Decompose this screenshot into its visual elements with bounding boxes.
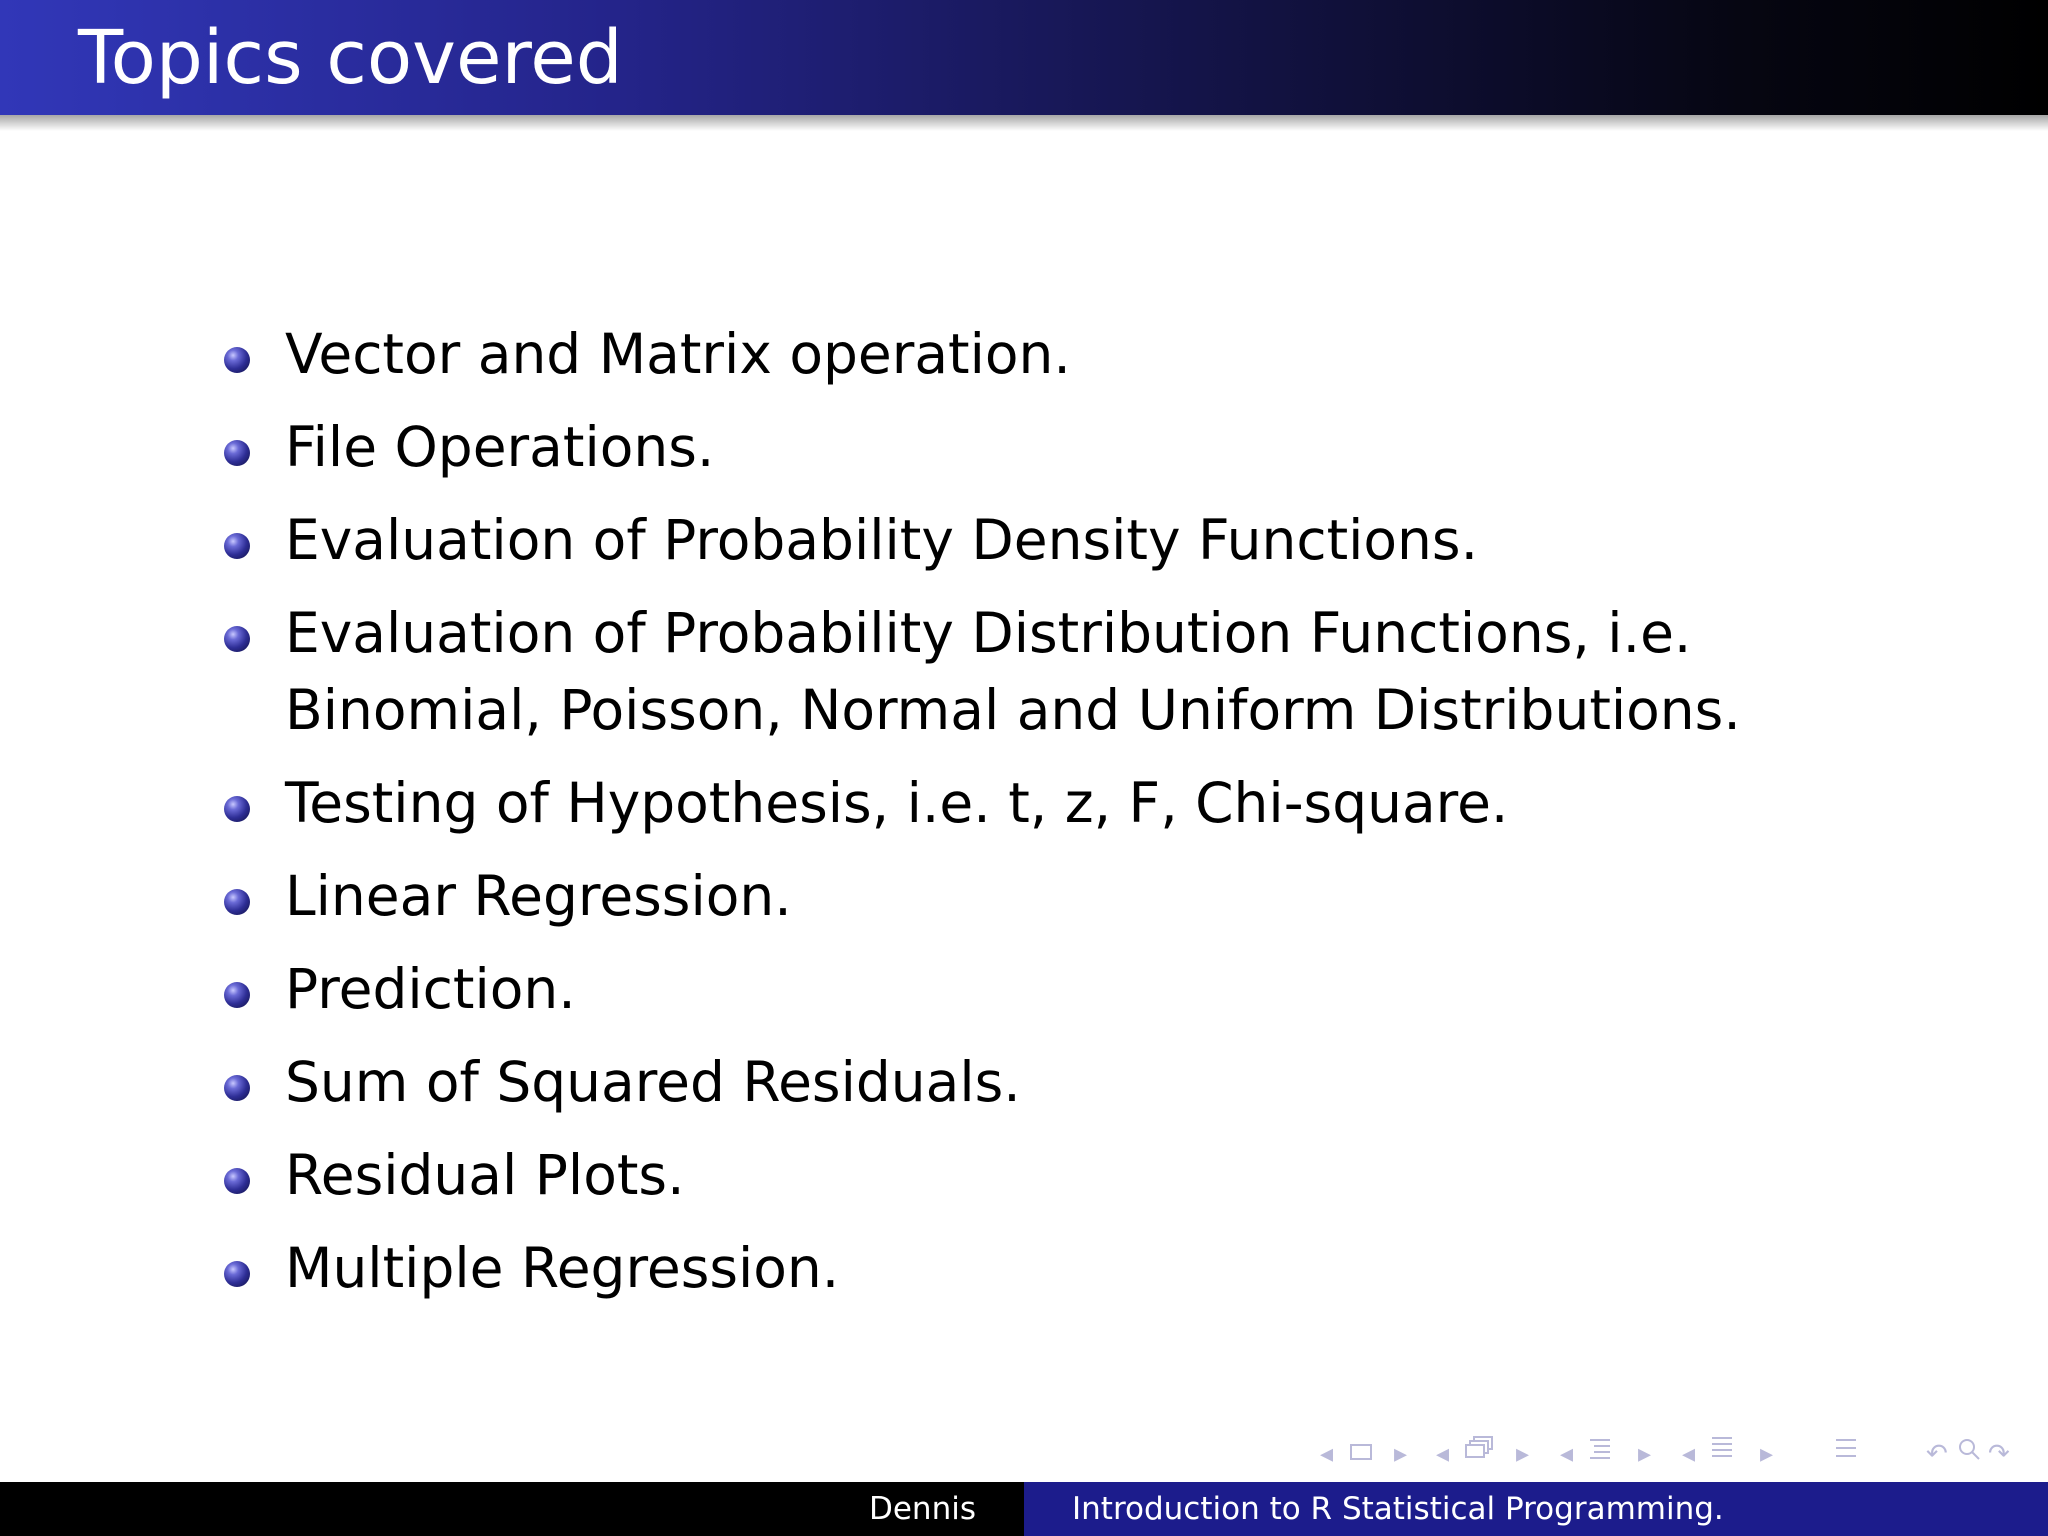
bullet-ball-icon — [224, 1168, 250, 1194]
topic-text: Prediction. — [285, 957, 576, 1021]
nav-prev-frame-icon[interactable]: ◂ — [1436, 1439, 1450, 1469]
slide-title: Topics covered — [78, 15, 623, 101]
frame-title-bar — [0, 0, 2048, 115]
toc-icon[interactable] — [1834, 1434, 1858, 1474]
bullet-ball-icon — [224, 347, 250, 373]
frame-icon[interactable] — [1462, 1434, 1496, 1474]
bullet-ball-icon — [224, 889, 250, 915]
topic-item — [222, 1230, 1982, 1307]
nav-prev-subsection-icon[interactable]: ◂ — [1560, 1439, 1574, 1469]
search-icon[interactable] — [1956, 1434, 1982, 1474]
bullet-ball-icon — [224, 533, 250, 559]
topic-text: Evaluation of Probability Distribution Functions, i.e. — [285, 601, 1692, 665]
topic-item — [222, 951, 1982, 1028]
nav-prev-slide-icon[interactable]: ◂ — [1320, 1439, 1334, 1469]
topic-item — [222, 316, 1982, 393]
subsection-icon[interactable] — [1588, 1434, 1612, 1474]
bullet-ball-icon — [224, 626, 250, 652]
footer-right-panel — [1024, 1482, 2048, 1536]
back-icon[interactable]: ↶ — [1926, 1439, 1948, 1469]
footer-author: Dennis — [868, 1491, 976, 1527]
topic-text: Residual Plots. — [285, 1143, 685, 1207]
section-icon[interactable] — [1710, 1434, 1734, 1474]
footer-presentation-title: Introduction to R Statistical Programming. — [1072, 1491, 1724, 1527]
topic-item — [222, 595, 1982, 749]
bullet-ball-icon — [224, 1075, 250, 1101]
topic-text: Sum of Squared Residuals. — [285, 1050, 1021, 1114]
bullet-ball-icon — [224, 440, 250, 466]
topics-list — [222, 316, 1982, 1323]
topic-text: File Operations. — [285, 415, 715, 479]
topic-item — [222, 765, 1982, 842]
topic-item — [222, 502, 1982, 579]
topic-text: Testing of Hypothesis, i.e. t, z, F, Chi-square. — [285, 771, 1509, 835]
bullet-ball-icon — [224, 1261, 250, 1287]
topic-item — [222, 1137, 1982, 1214]
footer-bar — [0, 1482, 2048, 1536]
footer-left-panel — [0, 1482, 1024, 1536]
topic-text: Vector and Matrix operation. — [285, 322, 1071, 386]
nav-next-subsection-icon[interactable]: ▸ — [1638, 1439, 1652, 1469]
nav-next-frame-icon[interactable]: ▸ — [1516, 1439, 1530, 1469]
bullet-ball-icon — [224, 982, 250, 1008]
topic-item — [222, 858, 1982, 935]
topic-item — [222, 1044, 1982, 1121]
nav-next-section-icon[interactable]: ▸ — [1760, 1439, 1774, 1469]
bullet-ball-icon — [224, 796, 250, 822]
slide-icon[interactable] — [1348, 1434, 1374, 1474]
topic-text: Multiple Regression. — [285, 1236, 840, 1300]
nav-prev-section-icon[interactable]: ◂ — [1682, 1439, 1696, 1469]
nav-next-slide-icon[interactable]: ▸ — [1394, 1439, 1408, 1469]
beamer-navigation-bar — [1310, 1434, 2030, 1474]
topic-text: Binomial, Poisson, Normal and Uniform Distributions. — [285, 678, 1741, 742]
topic-text: Evaluation of Probability Density Functions. — [285, 508, 1479, 572]
forward-icon[interactable]: ↷ — [1988, 1439, 2010, 1469]
title-bar-shadow — [0, 115, 2048, 131]
topic-item — [222, 409, 1982, 486]
topic-text: Linear Regression. — [285, 864, 792, 928]
